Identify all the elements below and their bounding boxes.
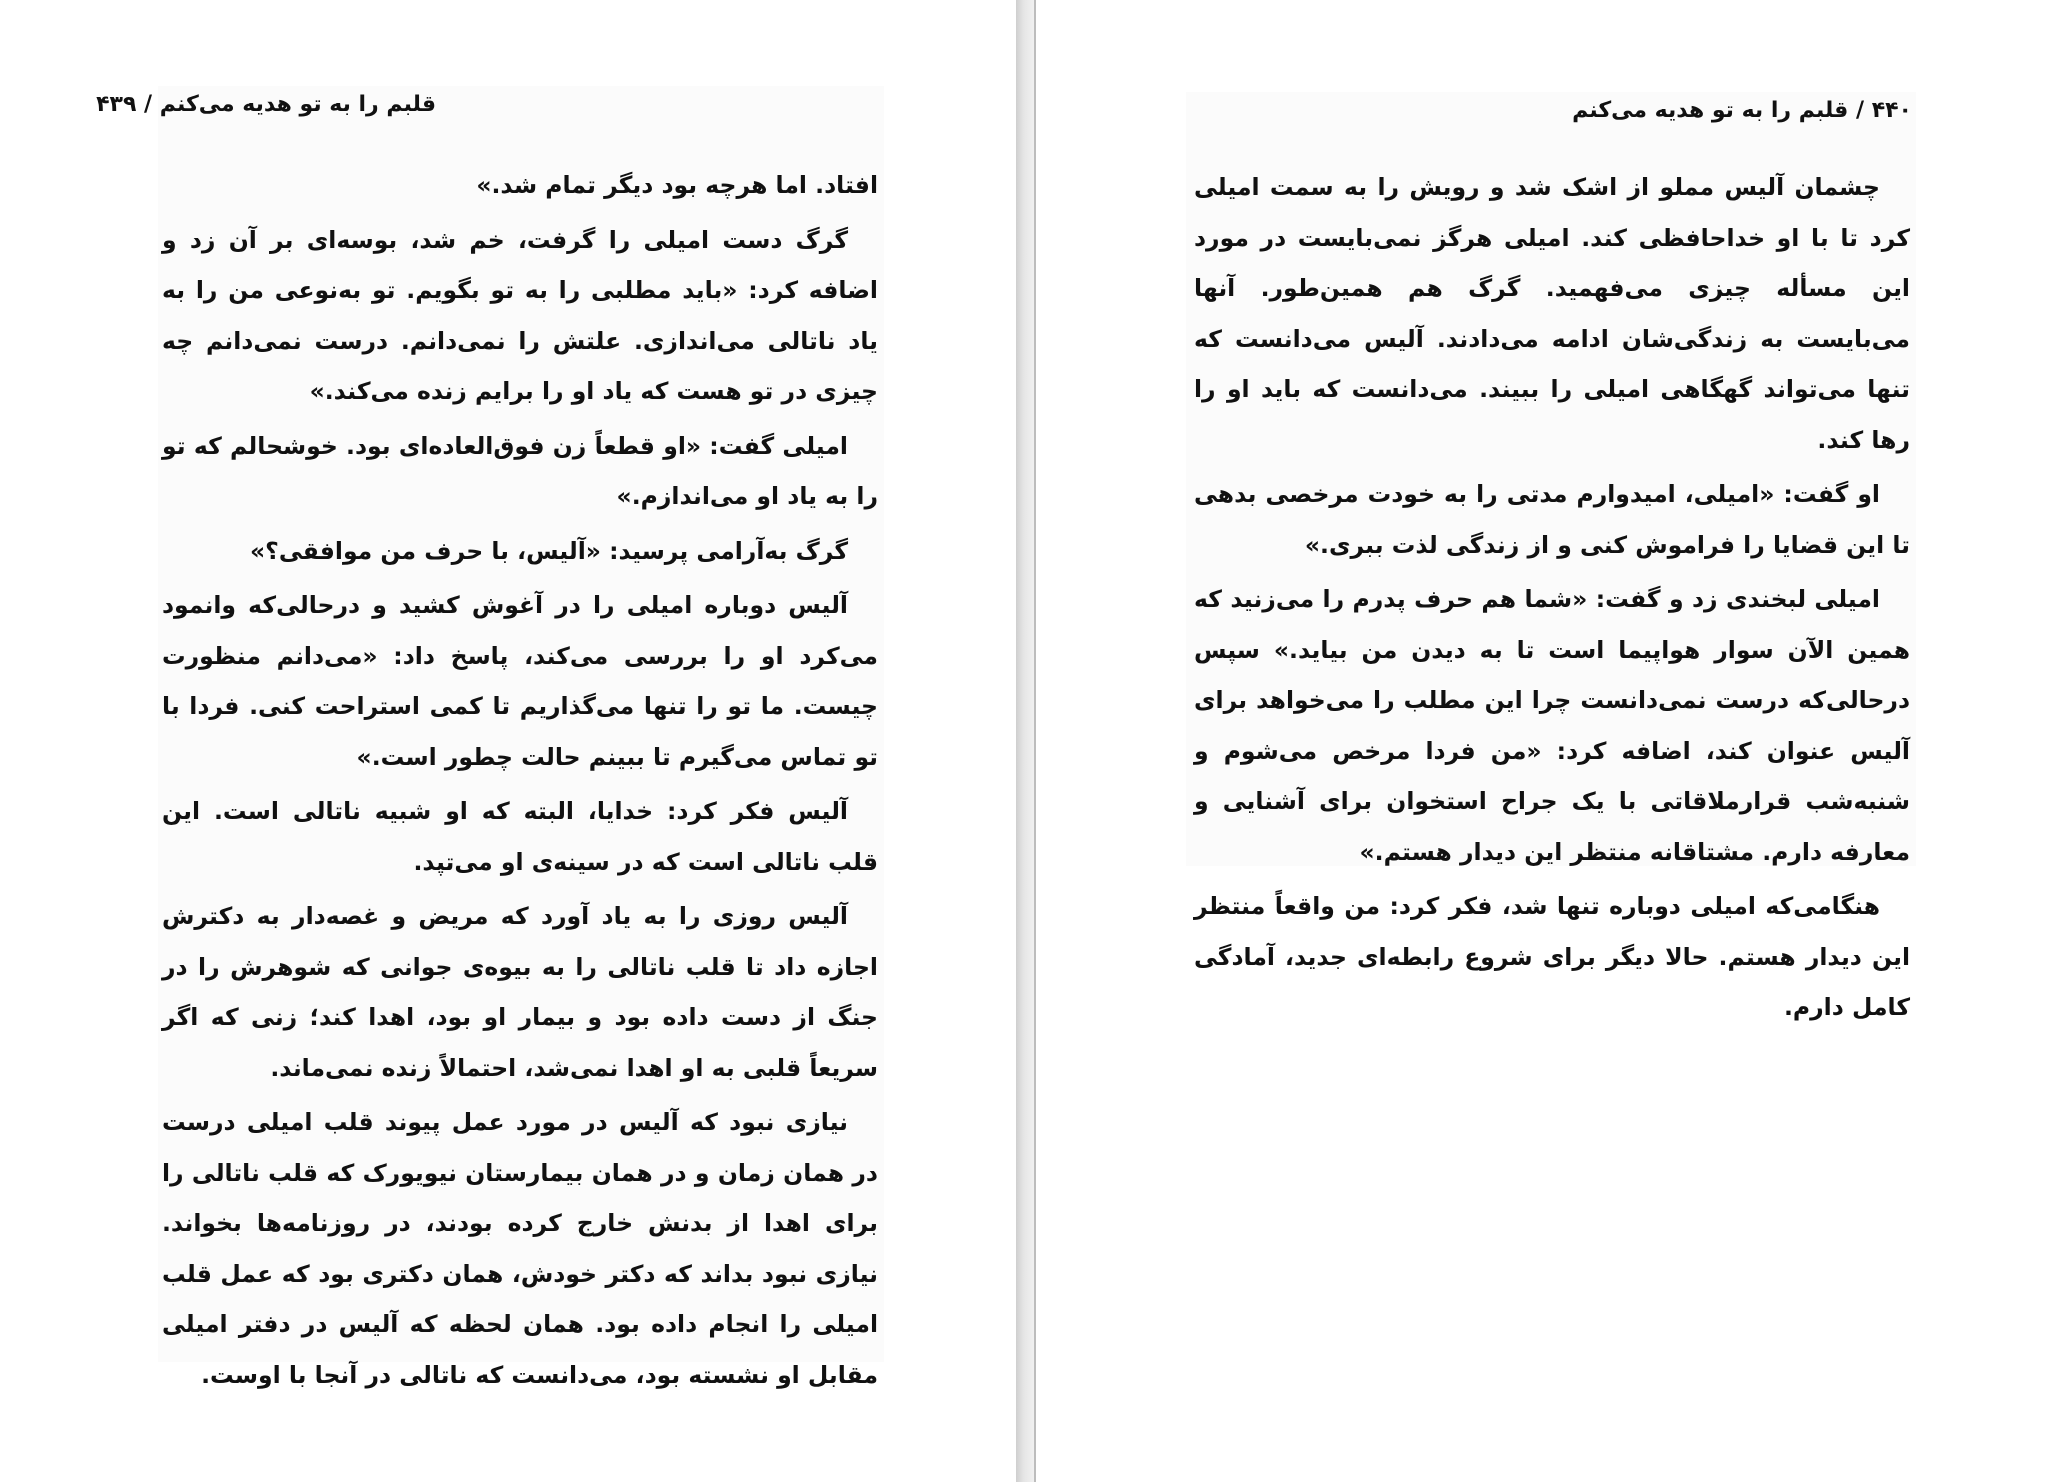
paragraph: آلیس فکر کرد: خدایا، البته که او شبیه ناتالی است. این قلب ناتالی است که در سینه‌ی او می‌تپد. bbox=[162, 797, 878, 876]
right-page-text bbox=[1194, 162, 1910, 1037]
paragraph: چشمان آلیس مملو از اشک شد و رویش را به سمت امیلی کرد تا با او خداحافظی کند. امیلی هرگز نمی‌بایست در مورد این مسأله چیزی می‌فهمید. گرگ هم همین‌طور. آنها می‌بایست به زندگی‌شان ادامه می‌دادند. آلیس می‌دانست که تنها می‌تواند گهگاهی امیلی را ببیند. می‌دانست که باید او را رها کند. bbox=[1194, 173, 1910, 454]
paragraph: گرگ دست امیلی را گرفت، خم شد، بوسه‌ای بر آن زد و اضافه کرد: «باید مطلبی را به تو بگویم. تو به‌نوعی من را به یاد ناتالی می‌اندازی. علتش را نمی‌دانم. درست نمی‌دانم چه چیزی در تو هست که یاد او را برایم زنده می‌کند.» bbox=[162, 225, 878, 405]
paragraph: نیازی نبود که آلیس در مورد عمل پیوند قلب امیلی درست در همان زمان و در همان بیمارستان نیویورک که قلب ناتالی را برای اهدا از بدنش خارج کرده بودند، در روزنامه‌ها بخواند. نیازی نبود بداند که دکتر خودش، همان دکتری بود که عمل قلب امیلی را انجام داده بود. همان لحظه که آلیس در دفتر امیلی مقابل او نشسته بود، می‌دانست که ناتالی در آنجا با اوست. bbox=[162, 1108, 878, 1389]
paragraph: آلیس دوباره امیلی را در آغوش کشید و درحالی‌که وانمود می‌کرد او را بررسی می‌کند، پاسخ داد: «می‌دانم منظورت چیست. ما تو را تنها می‌گذاریم تا کمی استراحت کنی. فردا با تو تماس می‌گیرم تا ببینم حالت چطور است.» bbox=[162, 591, 878, 771]
paragraph: افتاد. اما هرچه بود دیگر تمام شد.» bbox=[476, 171, 878, 199]
paragraph: او گفت: «امیلی، امیدوارم مدتی را به خودت مرخصی بدهی تا این قضایا را فراموش کنی و از زندگی لذت ببری.» bbox=[1194, 480, 1910, 559]
paragraph: هنگامی‌که امیلی دوباره تنها شد، فکر کرد: من واقعاً منتظر این دیدار هستم. حالا دیگر برای شروع رابطه‌ای جدید، آمادگی کامل دارم. bbox=[1194, 892, 1910, 1021]
paragraph: گرگ به‌آرامی پرسید: «آلیس، با حرف من موافقی؟» bbox=[250, 536, 848, 565]
left-page-text bbox=[162, 160, 878, 1404]
left-running-head: قلبم را به تو هدیه می‌کنم / ۴۳۹ bbox=[96, 92, 436, 117]
paragraph: امیلی لبخندی زد و گفت: «شما هم حرف پدرم را می‌زنید که همین الآن سوار هواپیما است تا به دیدن من بیاید.» سپس درحالی‌که درست نمی‌دانست چرا این مطلب را می‌خواهد برای آلیس عنوان کند، اضافه کرد: «من فردا مرخص می‌شوم و شنبه‌شب قرارملاقاتی با یک جراح استخوان برای آشنایی و معارفه دارم. مشتاقانه منتظر این دیدار هستم.» bbox=[1194, 585, 1910, 866]
paragraph: امیلی گفت: «او قطعاً زن فوق‌العاده‌ای بود. خوشحالم که تو را به یاد او می‌اندازم.» bbox=[162, 431, 878, 510]
paragraph: آلیس روزی را به یاد آورد که مریض و غصه‌دار به دکترش اجازه داد تا قلب ناتالی را به بیوه‌ی جوانی که شوهرش را در جنگ از دست داده بود و بیمار او بود، اهدا کند؛ زنی که اگر سریعاً قلبی به او اهدا نمی‌شد، احتمالاً زنده نمی‌ماند. bbox=[162, 902, 878, 1082]
book-gutter bbox=[1016, 0, 1036, 1482]
right-running-head: ۴۴۰ / قلبم را به تو هدیه می‌کنم bbox=[1572, 98, 1912, 123]
